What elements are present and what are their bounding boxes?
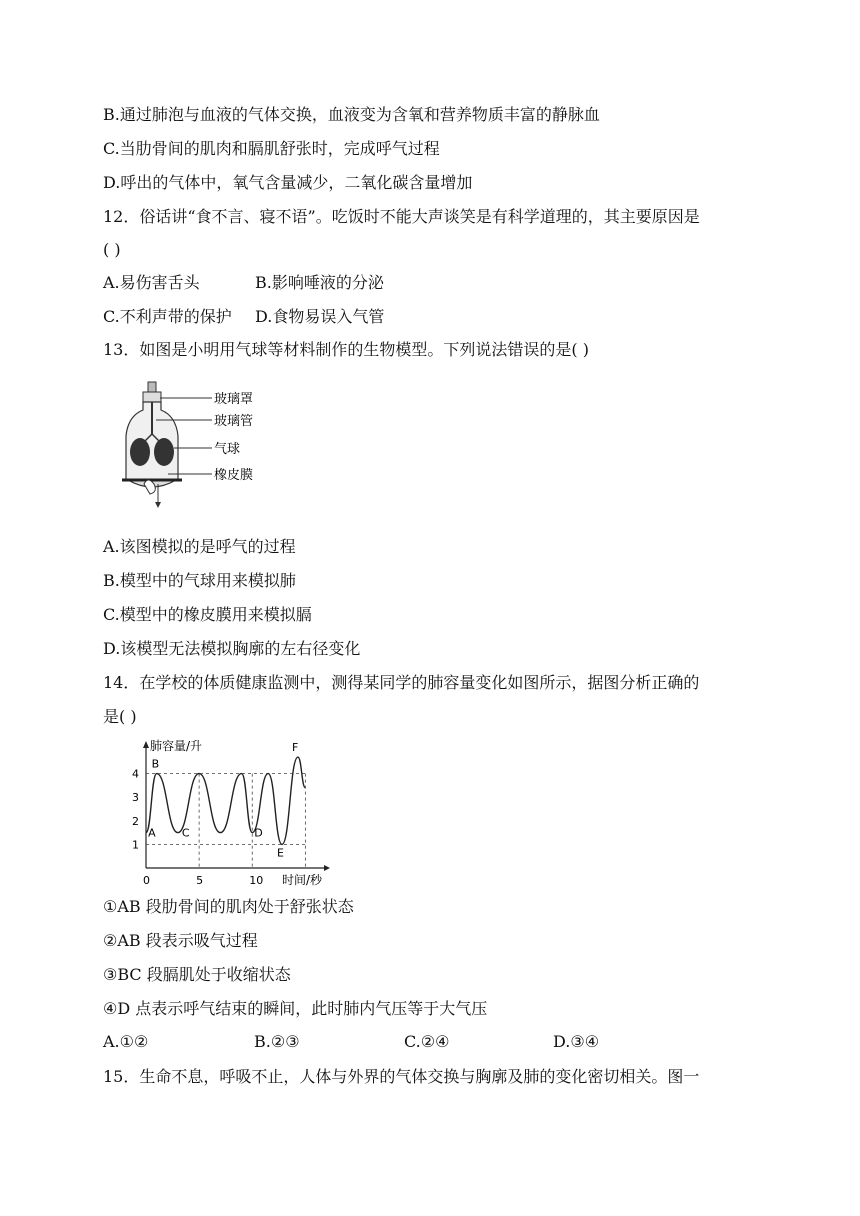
point-label-c: C: [181, 826, 190, 840]
q12-stem-line1: 12．俗话讲“食不言、寝不语”。吃饭时不能大声谈笑是有科学道理的，其主要原因是: [103, 207, 700, 226]
q14-statement-3: ③BC 段膈肌处于收缩状态: [103, 965, 291, 984]
q12-option-c: C.不利声带的保护: [103, 307, 232, 326]
x-axis-arrow: [324, 865, 330, 871]
q13-option-a: A.该图模拟的是呼气的过程: [103, 537, 296, 556]
figure-label-balloon: 气球: [214, 442, 241, 457]
y-tick-label: 2: [132, 814, 139, 828]
y-axis-label: 肺容量/升: [150, 739, 203, 753]
q14-option-d: D.③④: [553, 1032, 600, 1051]
q13-option-c: C.模型中的橡皮膜用来模拟膈: [103, 605, 312, 624]
lung-capacity-curve: [146, 757, 305, 844]
q12-stem-line2: ( ): [103, 240, 121, 259]
q12-option-d: D.食物易误入气管: [255, 307, 385, 326]
lung-capacity-chart: [118, 738, 338, 886]
q14-stem-line1: 14．在学校的体质健康监测中，测得某同学的肺容量变化如图所示，据图分析正确的: [103, 673, 700, 692]
q14-stem-line2: 是( ): [103, 707, 137, 726]
q14-statement-1: ①AB 段肋骨间的肌肉处于舒张状态: [103, 897, 354, 916]
point-label-a: A: [148, 826, 156, 840]
y-tick-label: 1: [132, 838, 139, 852]
q12-option-a: A.易伤害舌头: [103, 273, 200, 292]
q13-stem: 13．如图是小明用气球等材料制作的生物模型。下列说法错误的是( ): [103, 340, 589, 359]
q11-option-b: B.通过肺泡与血液的气体交换，血液变为含氧和营养物质丰富的静脉血: [103, 105, 600, 124]
x-tick-label: 0: [143, 874, 150, 886]
q11-option-c: C.当肋骨间的肌肉和膈肌舒张时，完成呼气过程: [103, 139, 440, 158]
x-tick-label: 5: [196, 874, 204, 886]
point-label-d: D: [254, 826, 263, 840]
point-label-f: F: [291, 741, 299, 755]
x-axis-label: 时间/秒: [282, 873, 323, 886]
q14-option-b: B.②③: [254, 1032, 300, 1051]
q12-option-b: B.影响唾液的分泌: [255, 273, 384, 292]
q11-option-d: D.呼出的气体中，氧气含量减少，二氧化碳含量增加: [103, 173, 473, 192]
figure-label-glass-tube: 玻璃管: [214, 414, 254, 429]
q15-stem-line1: 15．生命不息，呼吸不止，人体与外界的气体交换与胸廓及肺的变化密切相关。图一: [103, 1067, 700, 1086]
q13-option-b: B.模型中的气球用来模拟肺: [103, 571, 296, 590]
q14-statement-2: ②AB 段表示吸气过程: [103, 931, 258, 950]
bell-jar-lung-model-figure: [118, 376, 268, 516]
q14-statement-4: ④D 点表示呼气结束的瞬间，此时肺内气压等于大气压: [103, 999, 488, 1018]
y-tick-label: 4: [132, 767, 139, 781]
x-tick-label: 10: [249, 874, 264, 886]
y-axis-arrow: [143, 741, 149, 748]
figure-label-rubber-membrane: 橡皮膜: [214, 468, 254, 483]
y-tick-label: 3: [132, 791, 139, 805]
point-label-e: E: [277, 846, 284, 860]
q14-option-c: C.②④: [404, 1032, 450, 1051]
q13-option-d: D.该模型无法模拟胸廓的左右径变化: [103, 639, 361, 658]
figure-label-glass-jar: 玻璃罩: [214, 392, 254, 407]
q14-option-a: A.①②: [103, 1032, 149, 1051]
point-label-b: B: [151, 757, 160, 771]
